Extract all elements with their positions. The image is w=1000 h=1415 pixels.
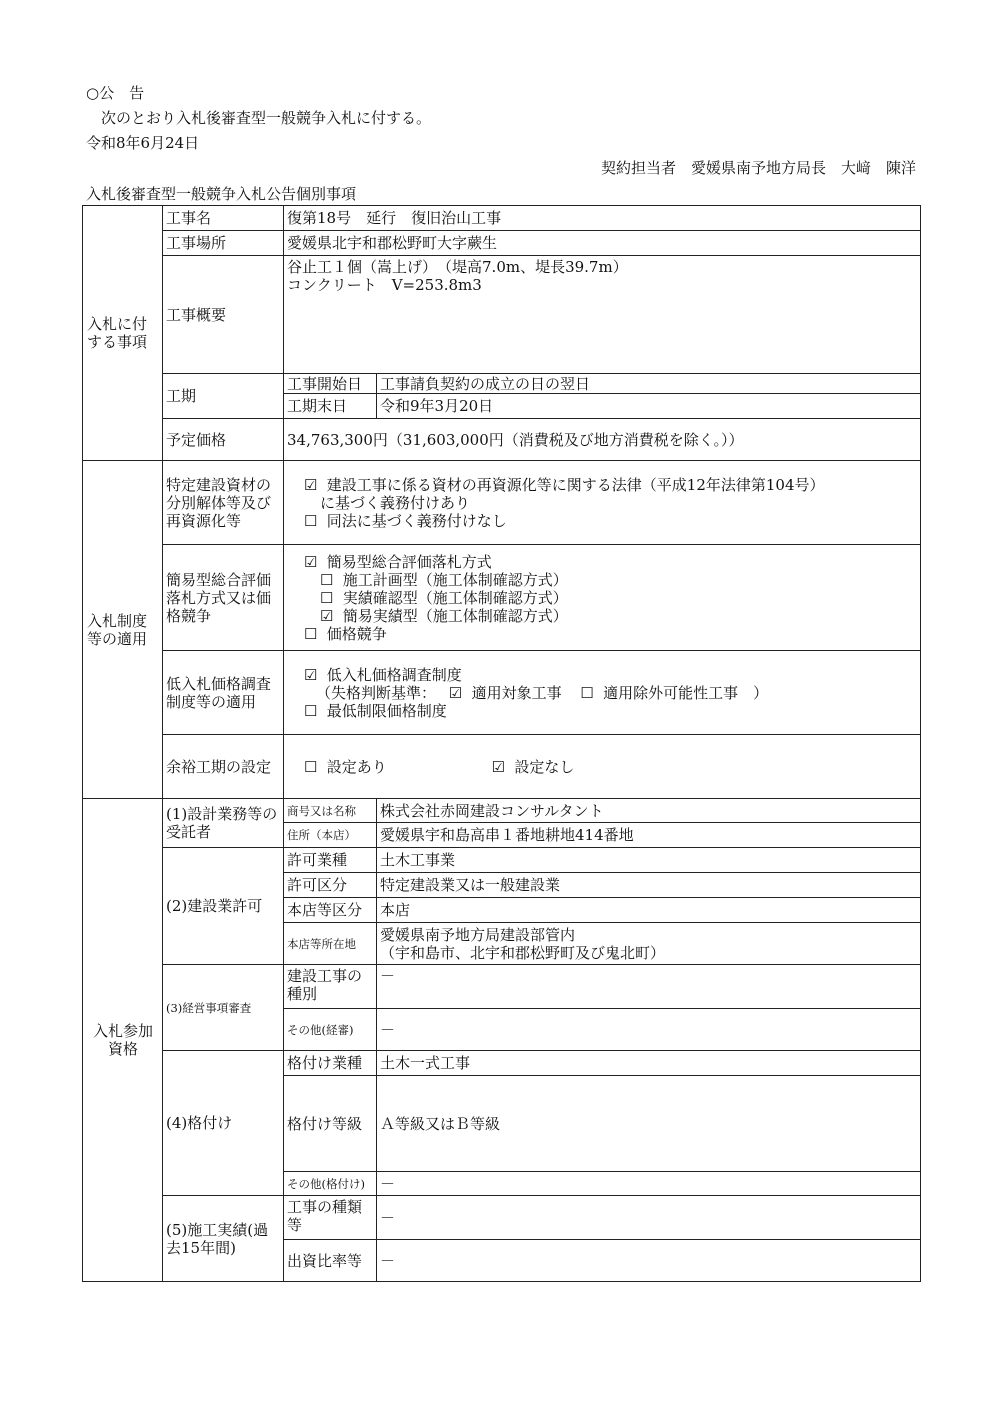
label-design-contractor: (1)設計業務等の受託者 bbox=[163, 799, 284, 848]
label-low-price-survey: 低入札価格調査制度等の適用 bbox=[163, 651, 284, 735]
checkbox-checked-icon: ☑ bbox=[491, 757, 506, 776]
value-permit-type: 土木工事業 bbox=[377, 848, 921, 873]
notice-lead: 次のとおり入札後審査型一般競争入札に付する。 bbox=[101, 109, 432, 127]
value-recycling: ☑ 建設工事に係る資材の再資源化等に関する法律（平成12年法律第104号） に基づく義務付けあり ☐ 同法に基づく義務付けなし bbox=[284, 461, 921, 545]
label-end-date: 工期末日 bbox=[284, 394, 377, 419]
label-rating-other: その他(格付け) bbox=[284, 1172, 377, 1196]
label-rating: (4)格付け bbox=[163, 1051, 284, 1196]
label-award-method: 簡易型総合評価落札方式又は価格競争 bbox=[163, 545, 284, 651]
label-work-name: 工事名 bbox=[163, 206, 284, 231]
notice-date: 令和8年6月24日 bbox=[86, 134, 200, 152]
label-recycling: 特定建設資材の分別解体等及び再資源化等 bbox=[163, 461, 284, 545]
label-record-kind: 工事の種類等 bbox=[284, 1196, 377, 1240]
label-work-place: 工事場所 bbox=[163, 231, 284, 256]
value-work-overview bbox=[284, 256, 921, 374]
value-start-date: 工事請負契約の成立の日の翌日 bbox=[377, 374, 921, 394]
label-work-period: 工期 bbox=[163, 374, 284, 419]
label-head-office-address: 住所（本店） bbox=[284, 823, 377, 848]
checkbox-checked-icon: ☑ bbox=[448, 683, 463, 702]
value-head-office-address: 愛媛県宇和島高串１番地耕地414番地 bbox=[377, 823, 921, 848]
checkbox-checked-icon: ☑ bbox=[320, 606, 334, 625]
checkbox-unchecked-icon: ☐ bbox=[304, 511, 318, 530]
label-permit-class: 許可区分 bbox=[284, 873, 377, 898]
table-caption: 入札後審査型一般競争入札公告個別事項 bbox=[86, 185, 357, 203]
value-permit-class: 特定建設業又は一般建設業 bbox=[377, 873, 921, 898]
checkbox-checked-icon: ☑ bbox=[304, 665, 318, 684]
notice-table bbox=[82, 205, 921, 1282]
overview-line-2: コンクリート V=253.8m3 bbox=[287, 276, 482, 294]
value-branch-location: 愛媛県南予地方局建設部管内 （宇和島市、北宇和郡松野町及び鬼北町） bbox=[377, 923, 921, 965]
value-record-kind: － bbox=[377, 1196, 921, 1240]
value-end-date: 令和9年3月20日 bbox=[377, 394, 921, 419]
value-work-kind: － bbox=[377, 965, 921, 1009]
value-trade-name: 株式会社赤岡建設コンサルタント bbox=[377, 799, 921, 823]
value-award-method: ☑ 簡易型総合評価落札方式 ☐ 施工計画型（施工体制確認方式） ☐ 実績確認型（施工体制確認方式） ☑ 簡易実績型（施工体制確認方式） ☐ 価格競争 bbox=[284, 545, 921, 651]
section-bidding-system: 入札制度等の適用 bbox=[83, 461, 163, 799]
label-start-date: 工事開始日 bbox=[284, 374, 377, 394]
checkbox-unchecked-icon: ☐ bbox=[304, 624, 318, 643]
checkbox-unchecked-icon: ☐ bbox=[304, 757, 318, 776]
label-work-overview: 工事概要 bbox=[163, 256, 284, 374]
value-estimated-price: 34,763,300円（31,603,000円（消費税及び地方消費税を除く。）） bbox=[284, 419, 921, 461]
label-review-other: その他(経審) bbox=[284, 1009, 377, 1051]
value-branch-class: 本店 bbox=[377, 898, 921, 923]
value-rating-grade: Ａ等級又はＢ等級 bbox=[377, 1076, 921, 1172]
value-work-place: 愛媛県北宇和郡松野町大字蕨生 bbox=[284, 231, 921, 256]
checkbox-checked-icon: ☑ bbox=[304, 552, 318, 571]
signatory: 契約担当者 愛媛県南予地方局長 大﨑 陳洋 bbox=[600, 159, 916, 177]
label-work-kind: 建設工事の種別 bbox=[284, 965, 377, 1009]
checkbox-unchecked-icon: ☐ bbox=[304, 701, 318, 720]
label-margin-period: 余裕工期の設定 bbox=[163, 735, 284, 799]
checkbox-unchecked-icon: ☐ bbox=[580, 683, 594, 702]
value-low-price-survey: ☑ 低入札価格調査制度 （失格判断基準： ☑ 適用対象工事 ☐ 適用除外可能性工事 ） ☐ 最低制限価格制度 bbox=[284, 651, 921, 735]
checkbox-unchecked-icon: ☐ bbox=[320, 570, 334, 589]
value-work-name: 復第18号 延行 復旧治山工事 bbox=[284, 206, 921, 231]
label-rating-type: 格付け業種 bbox=[284, 1051, 377, 1076]
label-record-ratio: 出資比率等 bbox=[284, 1240, 377, 1282]
label-construction-permit: (2)建設業許可 bbox=[163, 848, 284, 965]
value-record-ratio: － bbox=[377, 1240, 921, 1282]
overview-line-1: 谷止工１個（嵩上げ） （堤高7.0m、堤長39.7m） bbox=[287, 258, 628, 276]
notice-title: ○公 告 bbox=[86, 84, 145, 102]
value-margin-period: ☐ 設定あり ☑ 設定なし bbox=[284, 735, 921, 799]
section-bidding-items: 入札に付する事項 bbox=[83, 206, 163, 461]
label-rating-grade: 格付け等級 bbox=[284, 1076, 377, 1172]
label-branch-class: 本店等区分 bbox=[284, 898, 377, 923]
label-work-record: (5)施工実績(過去15年間) bbox=[163, 1196, 284, 1282]
label-trade-name: 商号又は名称 bbox=[284, 799, 377, 823]
checkbox-unchecked-icon: ☐ bbox=[320, 588, 334, 607]
checkbox-checked-icon: ☑ bbox=[304, 475, 318, 494]
label-permit-type: 許可業種 bbox=[284, 848, 377, 873]
value-rating-other: － bbox=[377, 1172, 921, 1196]
value-review-other: － bbox=[377, 1009, 921, 1051]
value-rating-type: 土木一式工事 bbox=[377, 1051, 921, 1076]
label-branch-location: 本店等所在地 bbox=[284, 923, 377, 965]
label-estimated-price: 予定価格 bbox=[163, 419, 284, 461]
section-qualifications: 入札参加資格 bbox=[83, 799, 163, 1282]
label-management-review: (3)経営事項審査 bbox=[163, 965, 284, 1051]
